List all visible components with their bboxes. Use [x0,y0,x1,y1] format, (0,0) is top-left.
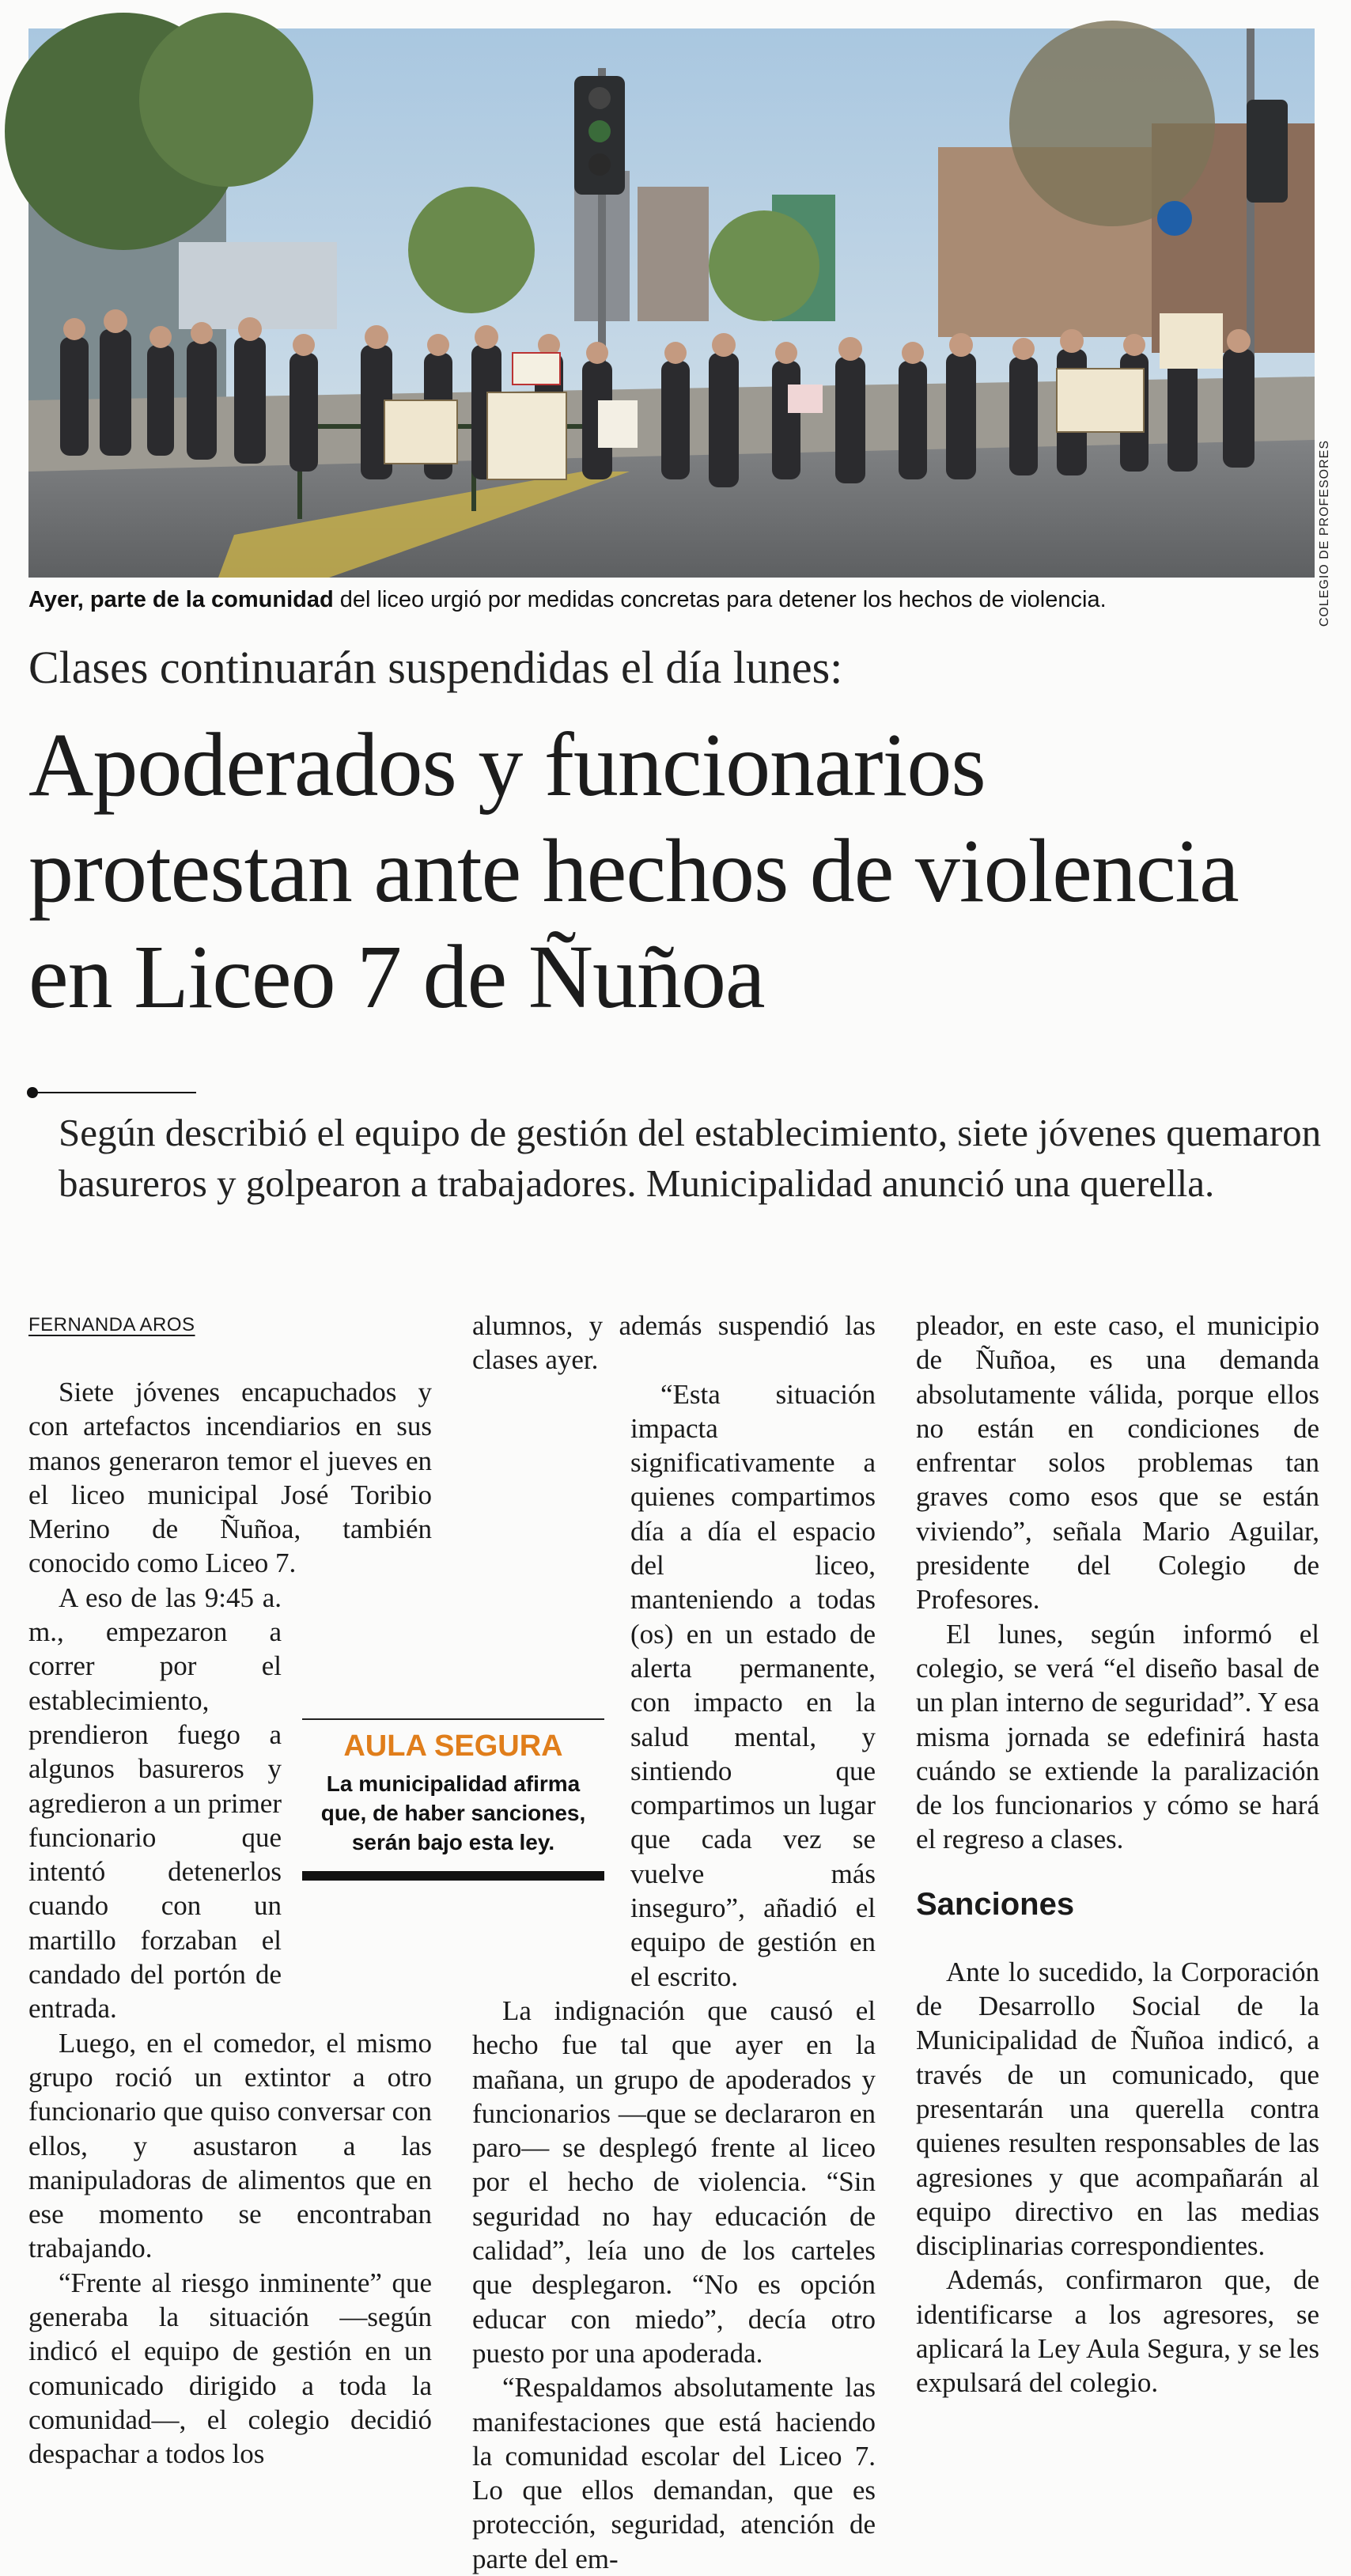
paragraph: Además, confirmaron que, de identificarse a los agresores, se aplicará la Ley Aula Segura, y se les expulsará del colegio. [916,2264,1319,2399]
paragraph: “Frente al riesgo inminente” que generaba la situación —según indicó el equipo de gestión en un comunicado dirigido a toda la comunidad—, el colegio decidió despachar a todos los [28,2267,432,2470]
pullquote-title: AULA SEGURA [343,1729,563,1763]
pullquote-bottom-rule [302,1871,604,1881]
caption-rest: del liceo urgió por medidas concretas para detener los hechos de violencia. [333,587,1107,612]
subhead: Sanciones [916,1886,1075,1922]
headline: Apoderados y funcionarios protestan ante hechos de violencia en Liceo 7 de Ñuñoa [28,714,1239,1027]
paragraph: pleador, en este caso, el municipio de Ñuñoa, es una demanda absolutamente válida, porque ellos no están en condiciones de enfrentar solos problemas tan graves como esos que se están viviendo”, señala Mario Aguilar, presidente del Colegio de Profesores. [916,1310,1319,1616]
article-column-2 [472,1309,876,2576]
paragraph [472,1377,876,1994]
paragraph: “Respaldamos absolutamente las manifestaciones que está haciendo la comunidad escolar del Liceo 7. Lo que ellos demandan, que es protección, seguridad, atención de parte del em- [472,2372,876,2574]
paragraph: El lunes, según informó el colegio, se verá “el diseño basal de un plan interno de seguridad”. Y esa misma jornada se edefinirá hasta cuándo se extiende la paralización de los funcionarios y cómo se hará el regreso a clases. [916,1618,1319,1855]
paragraph: La indignación que causó el hecho fue tal que ayer en la mañana, un grupo de apoderados y funcionarios —que se declararon en paro— se desplegó frente al liceo por el hecho de violencia. “Sin seguridad no hay educación de calidad”, leía uno de los carteles que desplegaron. “No es opción educar con miedo”, decía otro puesto por una apoderada. [472,1995,876,2369]
protest-photo-illustration [28,28,1315,578]
byline: FERNANDA AROS [28,1314,195,1335]
paragraph-text: A eso de las 9:45 a. m., empezaron a correr por el establecimiento, prendieron fuego a algunos basureros y agredieron a un primer funcionario que intentó detenerlos cuando con un martillo forzaban el candado del portón de entrada. [28,1582,282,2025]
photo-caption [28,584,1318,616]
paragraph: alumnos, y además suspendió las clases ayer. [472,1310,876,1376]
pullquote-top-rule [302,1718,604,1720]
paragraph-text: “Esta situación impacta significativamente a quienes compartimos día a día el espacio del liceo, manteniendo a todas (os) en un estado de alerta permanente, con impacto en la salud mental, y sintiendo que compartimos un lugar que cada vez se vuelve más inseguro”, añadió el equipo de gestión en el escrito. [630,1378,876,1992]
paragraph: Siete jóvenes encapuchados y con artefactos incendiarios en sus manos generaron temor el jueves en el liceo municipal José Toribio Merino de Ñuñoa, también conocido como Liceo 7. [28,1377,432,1579]
photo-credit: COLEGIO DE PROFESORES [1318,440,1331,627]
lead-paragraph: Según describió el equipo de gestión del establecimiento, siete jóvenes quemaron basureros y golpearon a trabajadores. Municipalidad anunció una querella. [59,1111,1322,1205]
paragraph: Ante lo sucedido, la Corporación de Desarrollo Social de la Municipalidad de Ñuñoa indicó, a través de un comunicado, que presentarán una querella contra quienes resulten responsables de las agresiones y que acompañarán al equipo directivo en las medias disciplinarias correspondientes. [916,1956,1319,2262]
caption-lead: Ayer, parte de la comunidad [28,587,334,612]
article-column-1 [28,1309,432,2472]
paragraph: Luego, en el comedor, el mismo grupo roció un extintor a otro funcionario que quiso conversar con ellos, y asustaron a las manipuladoras de alimentos que en ese momento se encontraban trabajando. [28,2027,432,2264]
article-column-3 [916,1309,1319,2400]
lead-rule [35,1092,196,1093]
pullquote-text: La municipalidad afirma que, de haber sanciones, serán bajo esta ley. [320,1771,586,1854]
pullquote [302,1715,604,1881]
kicker: Clases continuarán suspendidas el día lunes: [28,642,843,693]
